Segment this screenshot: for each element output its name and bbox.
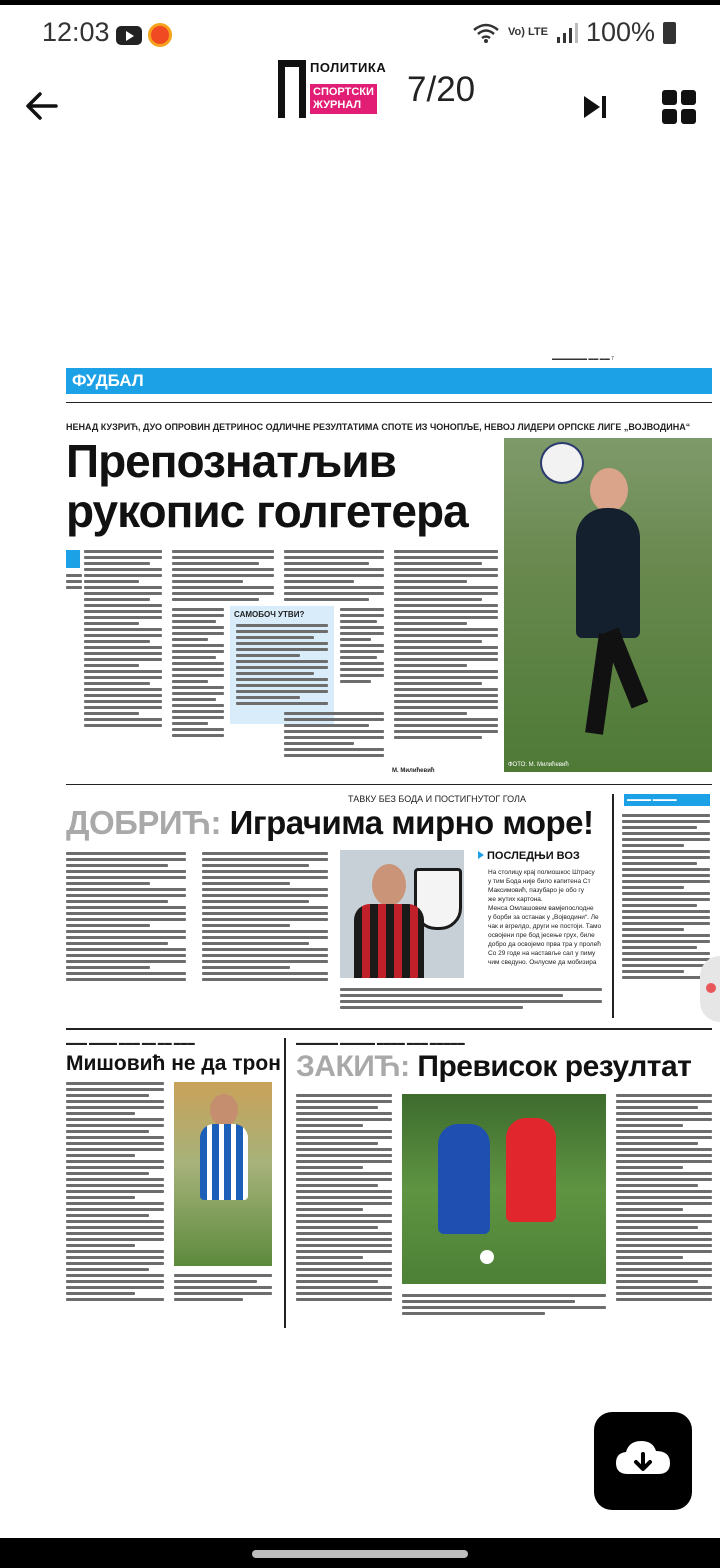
column-rule — [284, 1038, 286, 1328]
text-column — [174, 1274, 272, 1304]
player-red — [506, 1118, 556, 1222]
player-body — [576, 508, 640, 638]
sidebar-box-header: ▬▬▬▬ ▬▬▬▬ — [624, 794, 710, 806]
byline: М. Милићевић — [392, 768, 435, 774]
text-line: же жутих картона. — [488, 896, 543, 903]
text-column — [66, 1082, 164, 1304]
status-bar — [0, 0, 720, 66]
grid-cell — [662, 90, 677, 105]
logo-subtitle-line-1: СПОРТСКИ — [313, 86, 374, 98]
volte-indicator: Vo) LTE — [508, 26, 548, 38]
grid-cell — [681, 109, 696, 124]
text-line: чим сведуно. Онлусме да мобизира — [488, 959, 597, 966]
text-line: Менса Омлашовем вамјепослодне — [488, 905, 594, 912]
text-line: Со 29 годе на наставље сал у пиму — [488, 950, 596, 957]
boxout — [230, 606, 334, 724]
logo-subtitle — [310, 84, 377, 114]
kicker-third: ▬▬▬ ▬▬▬▬ ▬▬▬ ▬▬ ▬▬ ▬▬▬ — [66, 1040, 195, 1047]
kicker-main: НЕНАД КУЗРИЋ, ДУО ОПРОВИН ДЕТРИНОС ОДЛИЧНЕ РЕЗУЛТАТИМА СПОТЕ ИЗ ЧОНОПЉЕ, НЕВОЈ ЛИДЕРИ ОРПСКЕ ЛИГЕ „ВОЈВОДИНА“ — [66, 422, 691, 432]
text-column — [284, 712, 384, 760]
status-time: 12:03 — [42, 17, 110, 47]
cloud-download-icon — [594, 1412, 692, 1510]
headline-second-text: Играчима мирно море! — [229, 804, 594, 841]
divider — [66, 1028, 712, 1030]
section-label: ФУДБАЛ — [72, 371, 144, 390]
headline-main-line-1: Препознатљив — [66, 435, 396, 487]
boxout-text — [236, 624, 328, 708]
headline-main — [66, 436, 496, 536]
headline-fourth — [296, 1050, 691, 1084]
text-column — [84, 550, 162, 730]
text-column — [66, 852, 186, 984]
text-column — [402, 1294, 606, 1318]
player-head — [210, 1094, 238, 1126]
newspaper-page[interactable] — [62, 352, 714, 1342]
wifi-icon — [472, 22, 500, 44]
section-bar — [66, 368, 712, 394]
coach-jersey — [354, 904, 424, 978]
coach-photo — [340, 850, 464, 978]
text-column — [340, 988, 602, 1012]
text-column — [202, 852, 328, 984]
logo-p-mark — [278, 60, 306, 118]
column-rule — [612, 794, 614, 1018]
grid-cell — [681, 90, 696, 105]
edge-dot-icon — [706, 983, 716, 993]
text-column — [394, 550, 498, 742]
text-line: На столицу крај полиошкос Штрасу — [488, 869, 595, 876]
headline-second-name: ДОБРИЋ: — [66, 804, 221, 841]
publication-logo — [278, 60, 387, 124]
app-notification-icon — [148, 23, 172, 47]
player-kit — [200, 1124, 248, 1200]
text-line: освојени пре бод јесење грух, биле — [488, 932, 595, 939]
text-line: у тим Бода није било капитена Ст — [488, 878, 591, 885]
grid-cell — [662, 109, 677, 124]
page-counter: 7/20 — [407, 70, 476, 109]
running-head: ▬▬▬▬▬▬▬ ▬▬ ▬▬ 7 — [552, 356, 614, 362]
football — [480, 1250, 494, 1264]
photo-credit: ФОТО: М. Милићевић — [508, 762, 569, 768]
text-line: добро да освојемо прва тра у пролећ — [488, 941, 601, 948]
boxout-title: САМОБОЧ УТВИ? — [234, 610, 305, 619]
text-line: у борби за останак у „Војводини“. Ле — [488, 914, 599, 921]
player-photo-misovic — [174, 1082, 272, 1266]
notification-icons — [116, 23, 172, 47]
player-photo — [504, 438, 712, 772]
arrow-left-icon[interactable] — [24, 88, 60, 124]
kicker-second: ТАВКУ БЕЗ БОДА И ПОСТИГНУТОГ ГОЛА — [348, 794, 526, 804]
text-column-indent — [66, 574, 82, 592]
headline-fourth-text: Превисок резултат — [417, 1050, 692, 1083]
headline-third: Мишовић не да трон — [66, 1052, 281, 1075]
subhead-text — [488, 868, 610, 967]
headline-main-line-2: рукопис голгетера — [66, 485, 468, 537]
grid-view-icon[interactable] — [662, 90, 696, 124]
coach-head — [372, 864, 406, 906]
status-right — [472, 17, 676, 48]
drop-cap — [66, 550, 80, 568]
player-blue — [438, 1124, 490, 1234]
text-column — [296, 1094, 392, 1304]
youtube-icon — [116, 26, 142, 45]
logo-title: ПОЛИТИКА — [310, 60, 387, 75]
match-photo — [402, 1094, 606, 1284]
system-nav-bar — [0, 1538, 720, 1568]
text-column — [172, 550, 274, 604]
text-line: Максимовић, пазубаро је обо гу — [488, 887, 585, 894]
edge-panel-handle[interactable] — [700, 956, 720, 1022]
kicker-fourth: ▬▬▬▬▬▬ ▬▬▬▬▬ ▬▬▬▬ ▬▬▬ ▬▬▬▬▬ — [296, 1040, 465, 1047]
home-gesture-handle[interactable] — [252, 1550, 468, 1558]
text-column — [172, 608, 224, 740]
subhead: ПОСЛЕДЊИ ВОЗ — [478, 850, 580, 862]
headline-second — [66, 804, 594, 842]
sidebar-column — [622, 814, 710, 982]
text-line: чак и вгрелдо, други не постоји. Тамо — [488, 923, 602, 930]
football — [540, 442, 584, 484]
headline-fourth-name: ЗАКИЋ: — [296, 1050, 410, 1083]
skip-next-icon[interactable] — [580, 92, 610, 122]
signal-icon — [556, 22, 578, 44]
text-column — [284, 550, 384, 604]
divider — [66, 402, 712, 403]
download-button[interactable] — [594, 1412, 692, 1510]
divider — [66, 784, 712, 785]
text-column — [340, 608, 384, 686]
battery-icon — [663, 22, 676, 44]
logo-subtitle-line-2: ЖУРНАЛ — [313, 99, 362, 111]
text-column — [616, 1094, 712, 1304]
reader-toolbar — [0, 60, 720, 148]
player-head — [590, 468, 628, 512]
battery-percent: 100% — [585, 17, 655, 47]
